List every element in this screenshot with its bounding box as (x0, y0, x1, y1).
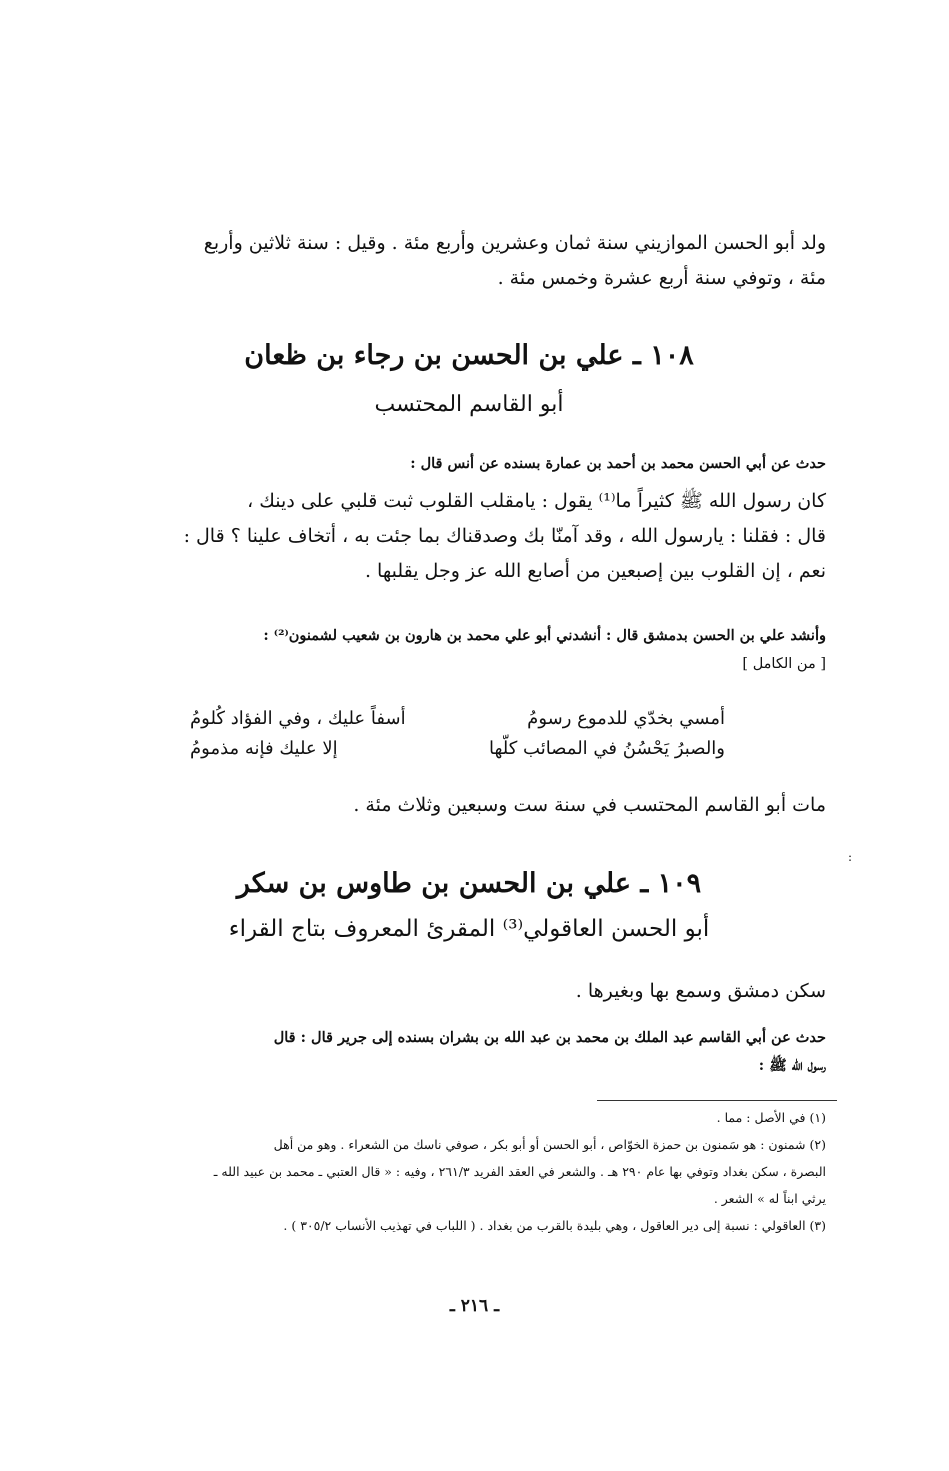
verse-1-second-hemistich: أسفاً عليك ، وفي الفؤاد كُلومُ (190, 708, 406, 729)
poem-meter: [ من الكامل ] (742, 656, 826, 672)
intro-line-2: مئة ، وتوفي سنة أربع عشرة وخمس مئة . (497, 267, 826, 289)
intro-line-1: ولد أبو الحسن الموازيني سنة ثمان وعشرين وأربع مئة . وقيل : سنة ثلاثين وأربع (203, 232, 826, 254)
page-number: ـ ٢١٦ ـ (449, 1296, 500, 1316)
entry-108-subtitle: أبو القاسم المحتسب (374, 392, 564, 417)
entry-108-title: ١٠٨ ـ علي بن الحسن بن رجاء بن ظعان (244, 340, 694, 371)
entry-108-isnad: حدث عن أبي الحسن محمد بن أحمد بن عمارة بسنده عن أنس قال : (410, 455, 826, 472)
entry-109-subtitle: أبو الحسن العاقولي⁽³⁾ المقرئ المعروف بتاج القراء (228, 916, 710, 942)
entry-109-isnad-line-2: رسول الله ﷺ : (758, 1057, 826, 1074)
verse-2-second-hemistich: إلا عليك فإنه مذمومُ (190, 738, 338, 759)
hadith-line-1: كان رسول الله ﷺ كثيراً ما⁽¹⁾ يقول : يامقلب القلوب ثبت قلبي على دينك ، (247, 490, 826, 512)
hadith-line-2: قال : فقلنا : يارسول الله ، وقد آمنّا بك وصدقناك بما جئت به ، أتخاف علينا ؟ قال : (183, 525, 826, 547)
poem-intro-line-1: وأنشد علي بن الحسن بدمشق قال : أنشدني أبو علي محمد بن هارون بن شعيب لشمنون⁽²⁾ : (263, 627, 826, 644)
poem-intro (112, 622, 826, 678)
verse-2-first-hemistich: والصبرُ يَحْسُنُ في المصائب كلّها (488, 738, 725, 759)
entry-109-residence: سكن دمشق وسمع بها وبغيرها . (575, 980, 826, 1002)
entry-108-death: مات أبو القاسم المحتسب في سنة ست وسبعين وثلاث مئة . (353, 794, 826, 816)
margin-mark: : (848, 850, 853, 864)
footnote-1: (١) في الأصل : مما . (716, 1110, 826, 1125)
entry-108-hadith (112, 484, 826, 589)
footnote-2-line-3: يرثي ابناً له » الشعر . (713, 1191, 826, 1206)
footnote-2-line-2: البصرة ، سكن بغداد وتوفي بها عام ٢٩٠ هـ . والشعر في العقد الفريد ٢٦١/٣ ، وفيه : « قال العتبي ـ محمد بن عبيد الله ـ (213, 1164, 826, 1179)
footnote-3: (٣) العاقولي : نسبة إلى دير العاقول ، وهي بليدة بالقرب من بغداد . ( اللباب في تهذيب الأنساب ٣٠٥/٢ ) . (283, 1218, 826, 1233)
footnotes (112, 1104, 826, 1239)
entry-109-isnad-line-1: حدث عن أبي القاسم عبد الملك بن محمد بن عبد الله بن بشران بسنده إلى جرير قال : قال (273, 1029, 826, 1046)
hadith-line-3: نعم ، إن القلوب بين إصبعين من أصابع الله عز وجل يقلبها . (364, 560, 826, 582)
entry-109-title: ١٠٩ ـ علي بن الحسن بن طاوس بن سكر (236, 868, 702, 899)
entry-109-isnad (112, 1024, 826, 1080)
verse-1-first-hemistich: أمسي بخدّي للدموع رسومُ (527, 708, 725, 729)
footnote-2-line-1: (٢) شمنون : هو سَمنون بن حمزة الخوّاص ، أبو الحسن أو أبو بكر ، صوفي ناسك من الشعراء . وهو من أهل (273, 1137, 826, 1152)
footnote-separator (597, 1100, 837, 1101)
intro-paragraph (112, 226, 826, 296)
